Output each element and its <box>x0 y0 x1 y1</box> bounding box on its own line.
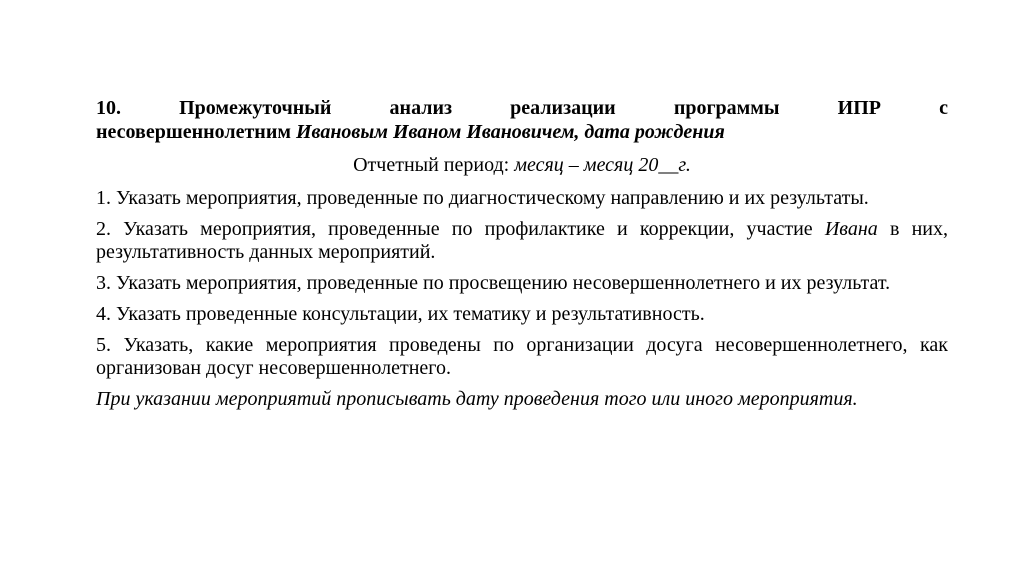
list-item-4: 4. Указать проведенные консультации, их тематику и результативность. <box>96 303 705 325</box>
list-item-2-before: 2. Указать мероприятия, проведенные по профилактике и коррекции, участие <box>96 218 825 240</box>
reporting-period-value: месяц – месяц 20__г. <box>514 154 691 176</box>
list-item-1: 1. Указать мероприятия, проведенные по диагностическому направлению и их результаты. <box>96 187 869 209</box>
reporting-period-label: Отчетный период: <box>353 154 515 176</box>
list-item-3: 3. Указать мероприятия, проведенные по просвещению несовершеннолетнего и их результат. <box>96 272 891 294</box>
list-item-5: 5. Указать, какие мероприятия проведены по организации досуга несовершеннолетнего, как организован досуг несовершеннолетнего. <box>96 334 948 379</box>
instruction-note: При указании мероприятий прописывать дату проведения того или иного мероприятия. <box>96 388 858 410</box>
document-content <box>96 96 948 411</box>
reporting-period <box>96 153 948 177</box>
heading-prefix: несовершеннолетним <box>96 121 296 143</box>
list-item-2 <box>96 218 948 264</box>
list-item-2-name: Ивана <box>824 218 878 240</box>
heading-person-name: Ивановым Иваном Ивановичем, дата рождения <box>295 121 725 143</box>
section-heading-line1: 10. Промежуточный анализ реализации программы ИПР с <box>96 97 948 119</box>
section-heading-line2 <box>96 120 948 144</box>
list-item-2-after: в них, результативность данных мероприятий. <box>96 218 949 263</box>
